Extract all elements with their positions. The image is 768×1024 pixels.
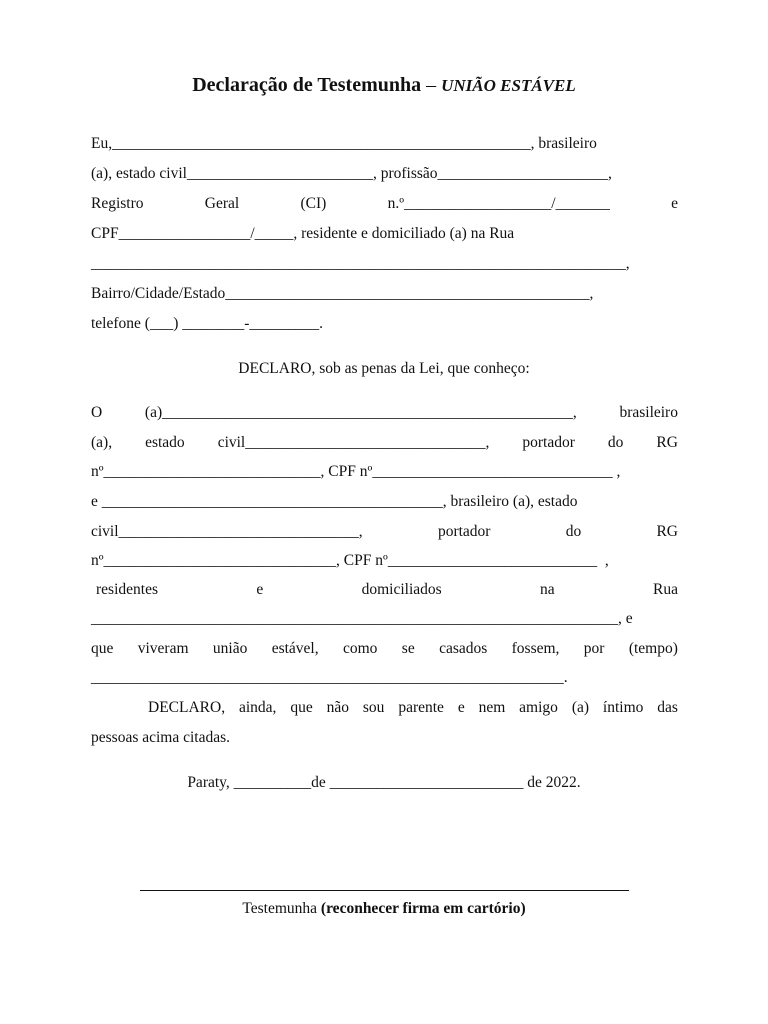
- word: O: [91, 404, 103, 421]
- word: residentes: [96, 581, 158, 598]
- signature-label: Testemunha: [242, 900, 321, 917]
- line-person-b-civil: [91, 522, 678, 542]
- signature-note: (reconhecer firma em cartório): [320, 900, 526, 917]
- word: como: [342, 640, 378, 657]
- word: brasileiro: [619, 404, 678, 421]
- line-person-b-docs: nº______________________________, CPF nº___________________________ ,: [91, 552, 609, 569]
- word: domiciliados: [361, 581, 442, 598]
- line-person-a-docs: nº____________________________, CPF nº_______________________________ ,: [91, 463, 621, 480]
- word: e: [457, 699, 465, 716]
- title-subtitle: UNIÃO ESTÁVEL: [441, 76, 576, 95]
- word: RG: [656, 523, 678, 540]
- word: civil_______________________________,: [91, 523, 363, 540]
- line-street: _____________________________________________________________________,: [91, 255, 630, 272]
- line-residents-street: ____________________________________________________________________, e: [91, 610, 633, 627]
- word: viveram: [137, 640, 189, 657]
- title-main: Declaração de Testemunha: [192, 74, 422, 96]
- line-person-b: e ____________________________________________, brasileiro (a), estado: [91, 493, 578, 510]
- word: por: [583, 640, 605, 657]
- line-residents: [96, 580, 678, 600]
- line-cpf-residence: CPF_________________/_____, residente e domiciliado (a) na Rua: [91, 225, 515, 242]
- word: sou: [362, 699, 385, 716]
- word: Rua: [653, 581, 678, 598]
- word: do: [565, 523, 582, 540]
- word: do: [607, 434, 624, 451]
- line-phone: telefone (___) ________-_________.: [91, 315, 324, 332]
- word: e: [671, 195, 678, 212]
- signature-caption: [0, 900, 768, 918]
- word: que: [91, 640, 114, 657]
- line-declarant-name: Eu,______________________________________________________, brasileiro: [91, 135, 597, 152]
- word: amigo: [519, 699, 558, 716]
- word: das: [657, 699, 678, 716]
- line-person-a: [91, 403, 678, 423]
- line-registro-geral: [91, 194, 678, 214]
- line-person-a-civil: [91, 433, 678, 453]
- word: (a): [571, 699, 590, 716]
- word: Registro: [91, 195, 144, 212]
- line-civil-status: (a), estado civil________________________, profissão______________________,: [91, 165, 612, 182]
- word: civil_______________________________,: [217, 434, 490, 451]
- word: RG: [656, 434, 678, 451]
- word: DECLARO,: [148, 699, 226, 716]
- word: (a)_____________________________________________________,: [144, 404, 577, 421]
- word: ainda,: [238, 699, 277, 716]
- declaro-statement: DECLARO, sob as penas da Lei, que conheço:: [238, 360, 530, 377]
- word: fossem,: [511, 640, 560, 657]
- word: não: [326, 699, 349, 716]
- word: estável,: [271, 640, 319, 657]
- word: na: [540, 581, 555, 598]
- word: (CI): [300, 195, 327, 212]
- word: portador: [522, 434, 575, 451]
- word: união: [212, 640, 248, 657]
- date-line: Paraty, __________de _________________________ de 2022.: [187, 774, 581, 791]
- word: casados: [439, 640, 488, 657]
- word: Geral: [204, 195, 240, 212]
- document-title: [0, 74, 768, 97]
- word: portador: [437, 523, 491, 540]
- word: e: [256, 581, 264, 598]
- word: íntimo: [602, 699, 644, 716]
- title-dash: –: [421, 74, 442, 96]
- line-stable-union: [91, 639, 678, 659]
- word: nem: [478, 699, 506, 716]
- line-time: _____________________________________________________________.: [91, 669, 568, 686]
- word: (a),: [91, 434, 113, 451]
- word: que: [290, 699, 313, 716]
- declaro-not-related-cont: pessoas acima citadas.: [91, 729, 231, 746]
- signature-line: [140, 890, 629, 891]
- word: parente: [398, 699, 444, 716]
- word: n.º___________________/_______: [387, 195, 610, 212]
- word: se: [401, 640, 415, 657]
- word: estado: [145, 434, 185, 451]
- declaro-not-related: [148, 698, 678, 718]
- word: (tempo): [628, 640, 678, 657]
- line-neighborhood: Bairro/Cidade/Estado_______________________________________________,: [91, 285, 594, 302]
